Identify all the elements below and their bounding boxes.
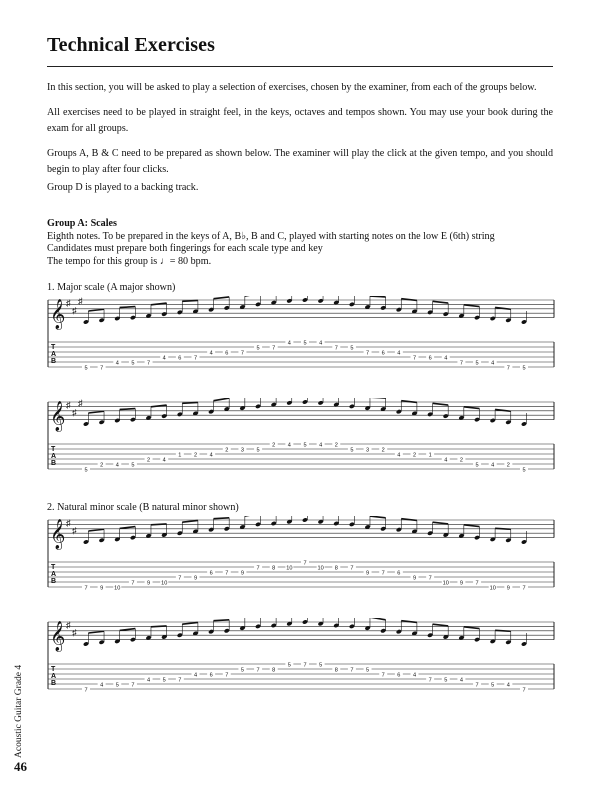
tab-fret-number: 8 bbox=[334, 565, 338, 572]
beam bbox=[464, 305, 480, 307]
tab-fret-number: 4 bbox=[193, 672, 198, 679]
sharp-icon: ♯ bbox=[78, 398, 83, 408]
group-a-block bbox=[47, 218, 495, 268]
beam bbox=[214, 398, 230, 401]
tab-fret-number: 8 bbox=[272, 565, 276, 572]
beam bbox=[120, 629, 136, 631]
tab-fret-number: 10 bbox=[442, 580, 449, 587]
tab-fret-number: 4 bbox=[397, 350, 401, 357]
tab-fret-number: 7 bbox=[131, 580, 135, 587]
beam bbox=[88, 411, 104, 413]
quarter-note-icon: ♩ bbox=[159, 255, 170, 267]
exercise-label-minor: 2. Natural minor scale (B natural minor shown) bbox=[47, 502, 239, 513]
tab-clef-letter: A bbox=[51, 351, 57, 358]
beam bbox=[370, 516, 386, 518]
tab-fret-number: 5 bbox=[84, 365, 88, 372]
tab-fret-number: 7 bbox=[428, 575, 432, 582]
tab-fret-number: 7 bbox=[272, 345, 276, 352]
tab-fret-number: 7 bbox=[475, 580, 479, 587]
tab-fret-number: 5 bbox=[303, 442, 307, 449]
tab-fret-number: 4 bbox=[319, 442, 323, 449]
tab-fret-number: 6 bbox=[209, 672, 213, 679]
tab-fret-number: 5 bbox=[522, 467, 526, 474]
tab-fret-number: 10 bbox=[114, 585, 121, 592]
beam bbox=[151, 524, 167, 525]
tab-fret-number: 4 bbox=[459, 677, 463, 684]
tab-fret-number: 7 bbox=[100, 365, 104, 372]
tab-fret-number: 4 bbox=[506, 682, 510, 689]
tab-fret-number: 2 bbox=[412, 452, 417, 459]
tab-clef-letter: B bbox=[51, 460, 57, 467]
tab-fret-number: 2 bbox=[272, 442, 276, 449]
tab-fret-number: 7 bbox=[350, 667, 354, 674]
tab-fret-number: 10 bbox=[161, 580, 168, 587]
tab-fret-number: 4 bbox=[444, 355, 448, 362]
tab-fret-number: 7 bbox=[506, 365, 510, 372]
tab-fret-number: 9 bbox=[459, 580, 463, 587]
tab-clef-letter: B bbox=[51, 358, 57, 365]
tab-fret-number: 5 bbox=[287, 662, 291, 669]
tempo-prefix: The tempo for this group is bbox=[47, 255, 160, 267]
tab-fret-number: 7 bbox=[475, 682, 479, 689]
tab-fret-number: 9 bbox=[366, 570, 370, 577]
beam bbox=[495, 630, 511, 631]
tab-fret-number: 7 bbox=[84, 585, 88, 592]
tab-fret-number: 7 bbox=[193, 355, 198, 362]
beam bbox=[214, 620, 230, 621]
tab-clef-letter: T bbox=[51, 344, 56, 351]
tab-fret-number: 4 bbox=[491, 360, 495, 367]
intro-paragraph: In this section, you will be asked to play a selection of exercises, chosen by the examiner, from each of the groups below. bbox=[47, 82, 537, 93]
tab-clef-letter: B bbox=[51, 578, 57, 585]
straight-feel-paragraph: All exercises need to be played in straight feel, in the keys, octaves and tempos shown. You may use your book during the exam for all groups. bbox=[47, 107, 553, 134]
notation-system-major-1 bbox=[46, 296, 556, 376]
tab-fret-number: 4 bbox=[209, 350, 213, 357]
tab-fret-number: 5 bbox=[475, 360, 479, 367]
tab-fret-number: 2 bbox=[193, 452, 198, 459]
tab-fret-number: 4 bbox=[115, 462, 119, 469]
tab-fret-number: 5 bbox=[303, 340, 307, 347]
sharp-icon: ♯ bbox=[66, 298, 71, 308]
beam bbox=[88, 631, 104, 633]
tab-fret-number: 2 bbox=[334, 442, 338, 449]
title-rule bbox=[47, 66, 553, 67]
beam bbox=[120, 409, 136, 410]
page-title: Technical Exercises bbox=[47, 34, 216, 56]
beam bbox=[370, 296, 386, 297]
beam bbox=[433, 301, 449, 303]
tab-fret-number: 5 bbox=[350, 345, 354, 352]
tab-fret-number: 6 bbox=[209, 570, 213, 577]
tab-fret-number: 4 bbox=[115, 360, 119, 367]
tab-fret-number: 3 bbox=[240, 447, 244, 454]
tab-clef-letter: A bbox=[51, 453, 57, 460]
tab-fret-number: 7 bbox=[225, 672, 229, 679]
beam bbox=[495, 528, 511, 529]
beam bbox=[182, 402, 198, 403]
beam bbox=[433, 624, 449, 626]
beam bbox=[88, 309, 104, 311]
tab-fret-number: 7 bbox=[240, 350, 244, 357]
tab-fret-number: 10 bbox=[489, 585, 496, 592]
tab-fret-number: 4 bbox=[162, 355, 166, 362]
tab-fret-number: 2 bbox=[459, 457, 463, 464]
tab-fret-number: 5 bbox=[84, 467, 88, 474]
tab-fret-number: 6 bbox=[225, 350, 229, 357]
group-a-line: Eighth notes. To be prepared in the keys of A, B♭, B and C, played with starting notes on the low E (6th) string bbox=[47, 230, 495, 242]
beam bbox=[182, 520, 198, 522]
tab-fret-number: 1 bbox=[178, 452, 182, 459]
beam bbox=[120, 527, 136, 529]
tab-fret-number: 7 bbox=[459, 360, 463, 367]
tab-fret-number: 10 bbox=[286, 565, 293, 572]
tab-fret-number: 5 bbox=[366, 667, 370, 674]
notation-system-minor-1 bbox=[46, 516, 556, 600]
tab-fret-number: 7 bbox=[256, 565, 260, 572]
tab-fret-number: 2 bbox=[506, 462, 510, 469]
tab-fret-number: 6 bbox=[397, 570, 401, 577]
tab-fret-number: 4 bbox=[287, 442, 291, 449]
sharp-icon: ♯ bbox=[78, 296, 83, 306]
tab-fret-number: 5 bbox=[256, 447, 260, 454]
group-a-line: Candidates must prepare both fingerings for each scale type and key bbox=[47, 243, 323, 254]
tab-fret-number: 7 bbox=[84, 687, 88, 694]
tab-fret-number: 7 bbox=[366, 350, 370, 357]
tab-fret-number: 5 bbox=[475, 462, 479, 469]
tab-fret-number: 5 bbox=[522, 365, 526, 372]
tab-fret-number: 4 bbox=[491, 462, 495, 469]
sharp-icon: ♯ bbox=[66, 400, 71, 410]
tab-fret-number: 4 bbox=[319, 340, 323, 347]
treble-clef-icon: 𝄞 bbox=[50, 620, 66, 651]
book-side-label: Acoustic Guitar Grade 4 bbox=[14, 664, 24, 758]
tab-fret-number: 2 bbox=[381, 447, 385, 454]
tab-fret-number: 7 bbox=[381, 570, 385, 577]
tab-clef-letter: T bbox=[51, 666, 56, 673]
notation-system-minor-2 bbox=[46, 618, 556, 702]
tab-fret-number: 5 bbox=[131, 360, 135, 367]
beam bbox=[464, 525, 480, 527]
tab-fret-number: 7 bbox=[225, 570, 229, 577]
tab-fret-number: 7 bbox=[178, 575, 182, 582]
tab-fret-number: 7 bbox=[303, 662, 307, 669]
sharp-icon: ♯ bbox=[72, 407, 77, 418]
tab-fret-number: 6 bbox=[397, 672, 401, 679]
tab-fret-number: 4 bbox=[397, 452, 401, 459]
tab-fret-number: 7 bbox=[428, 677, 432, 684]
sharp-icon: ♯ bbox=[66, 518, 71, 528]
tab-fret-number: 9 bbox=[240, 570, 244, 577]
tab-fret-number: 4 bbox=[444, 457, 448, 464]
beam bbox=[464, 627, 480, 629]
tab-fret-number: 9 bbox=[193, 575, 198, 582]
tab-fret-number: 2 bbox=[225, 447, 229, 454]
beam bbox=[433, 522, 449, 524]
page-number: 46 bbox=[14, 759, 27, 774]
tab-fret-number: 2 bbox=[100, 462, 104, 469]
group-a-heading: Group A: Scales bbox=[47, 218, 117, 229]
tab-fret-number: 6 bbox=[381, 350, 385, 357]
tab-fret-number: 7 bbox=[334, 345, 338, 352]
beam bbox=[370, 618, 386, 620]
tab-fret-number: 5 bbox=[115, 682, 119, 689]
treble-clef-icon: 𝄞 bbox=[50, 400, 66, 431]
exercise-label-major: 1. Major scale (A major shown) bbox=[47, 282, 176, 293]
beam bbox=[214, 297, 230, 299]
tab-fret-number: 10 bbox=[317, 565, 324, 572]
tab-fret-number: 5 bbox=[350, 447, 354, 454]
sharp-icon: ♯ bbox=[72, 525, 77, 536]
tab-fret-number: 7 bbox=[350, 565, 354, 572]
tab-clef-letter: T bbox=[51, 446, 56, 453]
group-a-tempo bbox=[47, 256, 495, 269]
tab-fret-number: 7 bbox=[381, 672, 385, 679]
tab-fret-number: 7 bbox=[522, 687, 526, 694]
tab-fret-number: 3 bbox=[366, 447, 370, 454]
tab-fret-number: 7 bbox=[178, 677, 182, 684]
click-paragraph: Groups A, B & C need to be prepared as shown below. The examiner will play the click at the given tempo, and you should begin to play after four clicks. bbox=[47, 148, 553, 175]
tab-fret-number: 5 bbox=[256, 345, 260, 352]
tab-fret-number: 6 bbox=[428, 355, 432, 362]
tab-fret-number: 9 bbox=[506, 585, 510, 592]
tab-clef-letter: B bbox=[51, 680, 57, 687]
tab-clef-letter: A bbox=[51, 673, 57, 680]
tab-fret-number: 1 bbox=[428, 452, 432, 459]
tab-fret-number: 4 bbox=[147, 677, 151, 684]
tab-fret-number: 9 bbox=[100, 585, 104, 592]
tab-fret-number: 4 bbox=[209, 452, 213, 459]
tab-fret-number: 9 bbox=[412, 575, 417, 582]
tab-fret-number: 7 bbox=[303, 560, 307, 567]
tempo-value: = 80 bpm. bbox=[169, 255, 212, 267]
tab-fret-number: 5 bbox=[444, 677, 448, 684]
notation-system-major-2 bbox=[46, 398, 556, 478]
tab-fret-number: 5 bbox=[491, 682, 495, 689]
tab-fret-number: 9 bbox=[147, 580, 151, 587]
treble-clef-icon: 𝄞 bbox=[50, 518, 66, 549]
tab-fret-number: 7 bbox=[131, 682, 135, 689]
treble-clef-icon: 𝄞 bbox=[50, 298, 66, 329]
tab-fret-number: 4 bbox=[162, 457, 166, 464]
tab-fret-number: 7 bbox=[522, 585, 526, 592]
backing-track-paragraph: Group D is played to a backing track. bbox=[47, 182, 199, 193]
tab-fret-number: 4 bbox=[287, 340, 291, 347]
tab-fret-number: 5 bbox=[319, 662, 323, 669]
tab-clef-letter: T bbox=[51, 564, 56, 571]
beam bbox=[182, 300, 198, 301]
tab-fret-number: 5 bbox=[162, 677, 166, 684]
beam bbox=[182, 622, 198, 624]
tab-fret-number: 7 bbox=[412, 355, 417, 362]
beam bbox=[151, 626, 167, 627]
tab-fret-number: 5 bbox=[131, 462, 135, 469]
beam bbox=[214, 518, 230, 519]
tab-fret-number: 8 bbox=[272, 667, 276, 674]
beam bbox=[433, 403, 449, 405]
tab-fret-number: 4 bbox=[100, 682, 104, 689]
beam bbox=[88, 529, 104, 531]
tab-fret-number: 4 bbox=[412, 672, 417, 679]
sharp-icon: ♯ bbox=[72, 305, 77, 316]
tab-fret-number: 7 bbox=[256, 667, 260, 674]
tab-clef-letter: A bbox=[51, 571, 57, 578]
tab-fret-number: 2 bbox=[147, 457, 151, 464]
tab-fret-number: 5 bbox=[240, 667, 244, 674]
tab-fret-number: 6 bbox=[178, 355, 182, 362]
tab-fret-number: 8 bbox=[334, 667, 338, 674]
sharp-icon: ♯ bbox=[72, 627, 77, 638]
beam bbox=[464, 407, 480, 409]
sharp-icon: ♯ bbox=[66, 620, 71, 630]
tab-fret-number: 7 bbox=[147, 360, 151, 367]
beam bbox=[120, 307, 136, 308]
